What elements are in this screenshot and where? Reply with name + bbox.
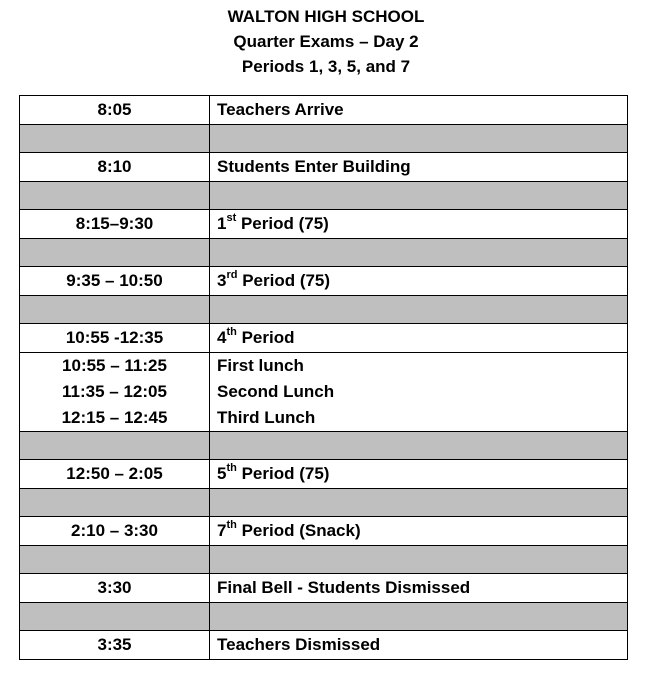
period-number: 1 bbox=[217, 214, 227, 233]
table-row bbox=[20, 631, 628, 660]
time-cell: 10:55 -12:35 bbox=[20, 324, 210, 353]
time-cell: 8:05 bbox=[20, 96, 210, 125]
period-number: 3 bbox=[217, 271, 227, 290]
ordinal-suffix: st bbox=[226, 212, 237, 225]
spacer-row bbox=[20, 489, 628, 517]
spacer-cell bbox=[210, 296, 628, 324]
event-cell: Teachers Arrive bbox=[210, 96, 628, 125]
event-cell: Students Enter Building bbox=[210, 153, 628, 182]
spacer-cell bbox=[20, 296, 210, 324]
table-row bbox=[20, 324, 628, 353]
event-cell: Final Bell - Students Dismissed bbox=[210, 574, 628, 603]
spacer-row bbox=[20, 546, 628, 574]
second-lunch-time: 11:35 – 12:05 bbox=[62, 382, 167, 401]
period-label: Period (75) bbox=[237, 271, 331, 290]
period-label: Period bbox=[236, 328, 295, 347]
ordinal-suffix: th bbox=[226, 462, 237, 475]
event-cell: Teachers Dismissed bbox=[210, 631, 628, 660]
table-row bbox=[20, 153, 628, 182]
spacer-cell bbox=[210, 603, 628, 631]
event-cell bbox=[210, 517, 628, 546]
ordinal-suffix: th bbox=[226, 519, 237, 532]
time-cell: 12:50 – 2:05 bbox=[20, 460, 210, 489]
spacer-cell bbox=[20, 125, 210, 153]
spacer-cell bbox=[210, 432, 628, 460]
period-number: 5 bbox=[217, 464, 227, 483]
spacer-row bbox=[20, 182, 628, 210]
spacer-cell bbox=[20, 182, 210, 210]
third-lunch-time: 12:15 – 12:45 bbox=[61, 408, 168, 427]
table-row bbox=[20, 96, 628, 125]
period-label: Period (75) bbox=[236, 464, 330, 483]
spacer-row bbox=[20, 603, 628, 631]
event-cell bbox=[210, 210, 628, 239]
lunch-row bbox=[20, 353, 628, 432]
ordinal-suffix: rd bbox=[226, 269, 238, 282]
period-number: 7 bbox=[217, 521, 227, 540]
first-lunch-time: 10:55 – 11:25 bbox=[62, 356, 167, 375]
ordinal-suffix: th bbox=[226, 326, 237, 339]
second-lunch-label: Second Lunch bbox=[217, 382, 335, 401]
period-number: 4 bbox=[217, 328, 227, 347]
exam-title: Quarter Exams – Day 2 bbox=[233, 32, 419, 51]
lunch-times-cell bbox=[20, 353, 210, 432]
spacer-row bbox=[20, 296, 628, 324]
time-cell: 8:10 bbox=[20, 153, 210, 182]
spacer-cell bbox=[210, 182, 628, 210]
table-row bbox=[20, 210, 628, 239]
spacer-cell bbox=[210, 239, 628, 267]
page-header bbox=[0, 4, 652, 79]
lunch-events-cell bbox=[210, 353, 628, 432]
school-name: WALTON HIGH SCHOOL bbox=[227, 7, 425, 26]
time-cell: 8:15–9:30 bbox=[20, 210, 210, 239]
time-cell: 3:35 bbox=[20, 631, 210, 660]
spacer-cell bbox=[20, 603, 210, 631]
spacer-cell bbox=[20, 489, 210, 517]
period-label: Period (75) bbox=[236, 214, 329, 233]
exam-periods: Periods 1, 3, 5, and 7 bbox=[241, 57, 411, 76]
schedule-table bbox=[19, 95, 628, 660]
third-lunch-label: Third Lunch bbox=[217, 408, 316, 427]
spacer-cell bbox=[20, 432, 210, 460]
table-row bbox=[20, 267, 628, 296]
spacer-cell bbox=[20, 546, 210, 574]
spacer-cell bbox=[210, 125, 628, 153]
time-cell: 3:30 bbox=[20, 574, 210, 603]
spacer-row bbox=[20, 125, 628, 153]
spacer-cell bbox=[210, 489, 628, 517]
period-label: Period (Snack) bbox=[236, 521, 361, 540]
spacer-row bbox=[20, 239, 628, 267]
event-cell bbox=[210, 324, 628, 353]
event-cell bbox=[210, 267, 628, 296]
first-lunch-label: First lunch bbox=[217, 356, 304, 375]
time-cell: 9:35 – 10:50 bbox=[20, 267, 210, 296]
spacer-row bbox=[20, 432, 628, 460]
table-row bbox=[20, 460, 628, 489]
spacer-cell bbox=[20, 239, 210, 267]
table-row bbox=[20, 517, 628, 546]
spacer-cell bbox=[210, 546, 628, 574]
event-cell bbox=[210, 460, 628, 489]
table-row bbox=[20, 574, 628, 603]
time-cell: 2:10 – 3:30 bbox=[20, 517, 210, 546]
